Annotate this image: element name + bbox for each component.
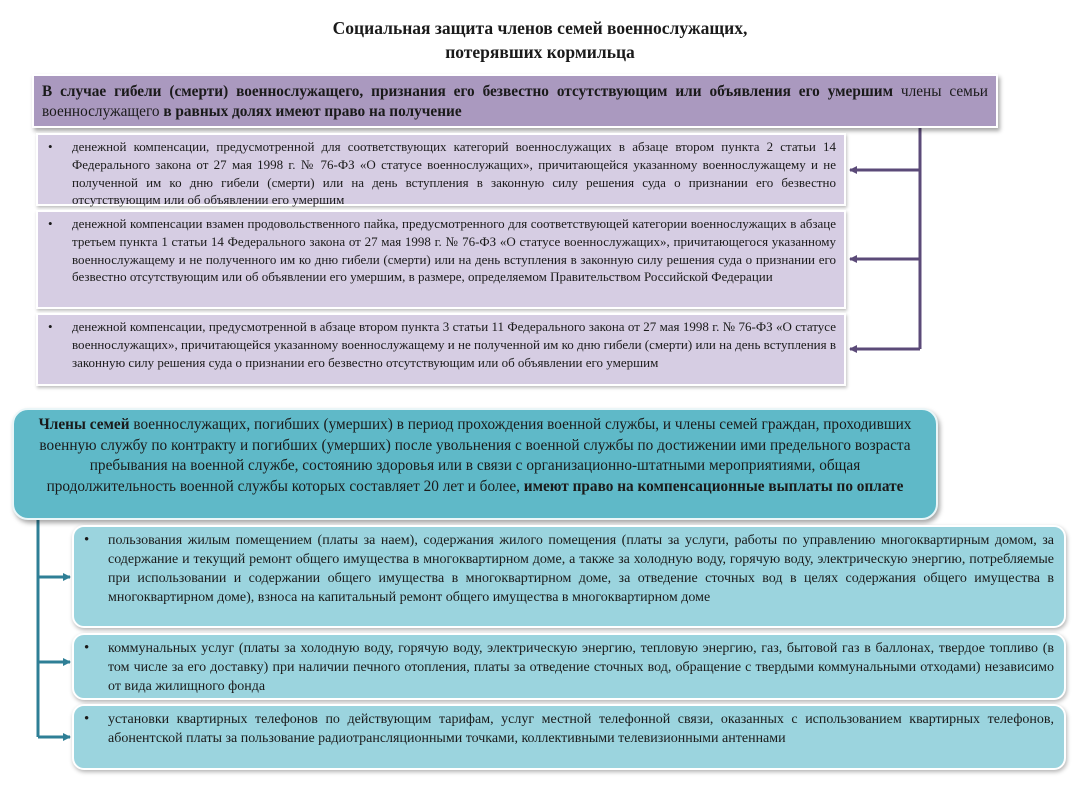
upper-header-box xyxy=(32,74,998,128)
bullet-icon: • xyxy=(84,532,90,548)
lower-header-box xyxy=(12,408,938,520)
bullet-icon: • xyxy=(84,711,90,727)
lower-item-2 xyxy=(72,633,1066,700)
upper-header-bold-1: В случае гибели (смерти) военнослужащего, признания его безвестно отсутствующим или объявления его умершим xyxy=(42,83,894,100)
lower-header-bold-2: имеют право на компенсационные выплаты по оплате xyxy=(523,477,904,495)
upper-item-text: денежной компенсации взамен продовольственного пайка, предусмотренного для соответствующей категории военнослужащих в абзаце третьем пункта 1 статьи 14 Федерального закона от 27 мая 1998 г. № 76-ФЗ «О статусе военнослужащих», причитающегося указанному военнослужащему и не полученного им ко дню гибели (смерти) или на день вступления в законную силу решения суда о признании его безвестно отсутствующим или об объявлении его умершим, в размере, определяемом Правительством Российской Федерации xyxy=(72,216,836,285)
upper-item-2 xyxy=(36,210,846,309)
upper-header-bold-2: в равных долях имеют право на получение xyxy=(163,103,462,120)
title-line-2: потерявших кормильца xyxy=(445,42,635,62)
bullet-icon: • xyxy=(48,139,53,154)
lower-header-bold-1: Члены семей xyxy=(38,416,130,433)
lower-item-1 xyxy=(72,525,1066,628)
page-title xyxy=(0,16,1080,64)
lower-item-text: пользования жилым помещением (платы за наем), содержания жилого помещения (платы за услуги, работы по управлению многоквартирным домом, за содержание и текущий ремонт общего имущества в многоквартирном доме, а также за холодную воду, горячую воду, электрическую энергию, потребляемые при использовании и содержании общего имущества в многоквартирном доме, за отведение сточных вод в целях содержания общего имущества в многоквартирном доме), взноса на капитальный ремонт общего имущества в многоквартирном доме xyxy=(108,533,1054,605)
lower-header-text: военнослужащих, погибших (умерших) в период прохождения военной службы, и члены семей граждан, проходивших военную службу по контракту и погибших (умерших) после увольнения с военной службы по достижении ими предельного возраста пребывания на военной службе, состоянию здоровья или в связи с организационно-штатными мероприятиями, общая продолжительность военной службы которых составляет 20 лет и более, xyxy=(39,416,912,495)
upper-item-text: денежной компенсации, предусмотренной в абзаце втором пункта 3 статьи 11 Федерального закона от 27 мая 1998 г. № 76-ФЗ «О статусе военнослужащих», причитающейся указанному военнослужащему и не полученной им ко дню гибели (смерти) или на день вступления в законную силу решения суда о признании его безвестно отсутствующим или об объявлении его умершим xyxy=(72,319,836,370)
upper-item-text: денежной компенсации, предусмотренной для соответствующих категорий военнослужащих в абзаце втором пункта 2 статьи 14 Федерального закона от 27 мая 1998 г. № 76-ФЗ «О статусе военнослужащих», причитающейся указанному военнослужащему и не полученной им ко дню гибели (смерти) или на день вступления в законную силу решения суда о признании его безвестно отсутствующим или об объявлении его умершим xyxy=(72,139,836,208)
bullet-icon: • xyxy=(84,640,90,656)
upper-item-3 xyxy=(36,313,846,386)
upper-header-text: члены семьи военнослужащего xyxy=(42,83,988,120)
title-line-1: Социальная защита членов семей военнослужащих, xyxy=(332,18,748,38)
bullet-icon: • xyxy=(48,216,53,231)
lower-item-text: установки квартирных телефонов по действующим тарифам, услуг местной телефонной связи, оказанных с использованием квартирных телефонов, абонентской платы за пользование радиотрансляционными точками, коллективными телевизионными антеннами xyxy=(108,712,1054,746)
upper-item-1 xyxy=(36,133,846,206)
lower-item-3 xyxy=(72,704,1066,770)
bullet-icon: • xyxy=(48,319,53,334)
lower-item-text: коммунальных услуг (платы за холодную воду, горячую воду, электрическую энергию, тепловую энергию, газ, бытовой газ в баллонах, твердое топливо (в том числе за его доставку) при наличии печного отопления, платы за отведение сточных вод, обращение с твердыми коммунальными отходами) независимо от вида жилищного фонда xyxy=(108,641,1054,694)
